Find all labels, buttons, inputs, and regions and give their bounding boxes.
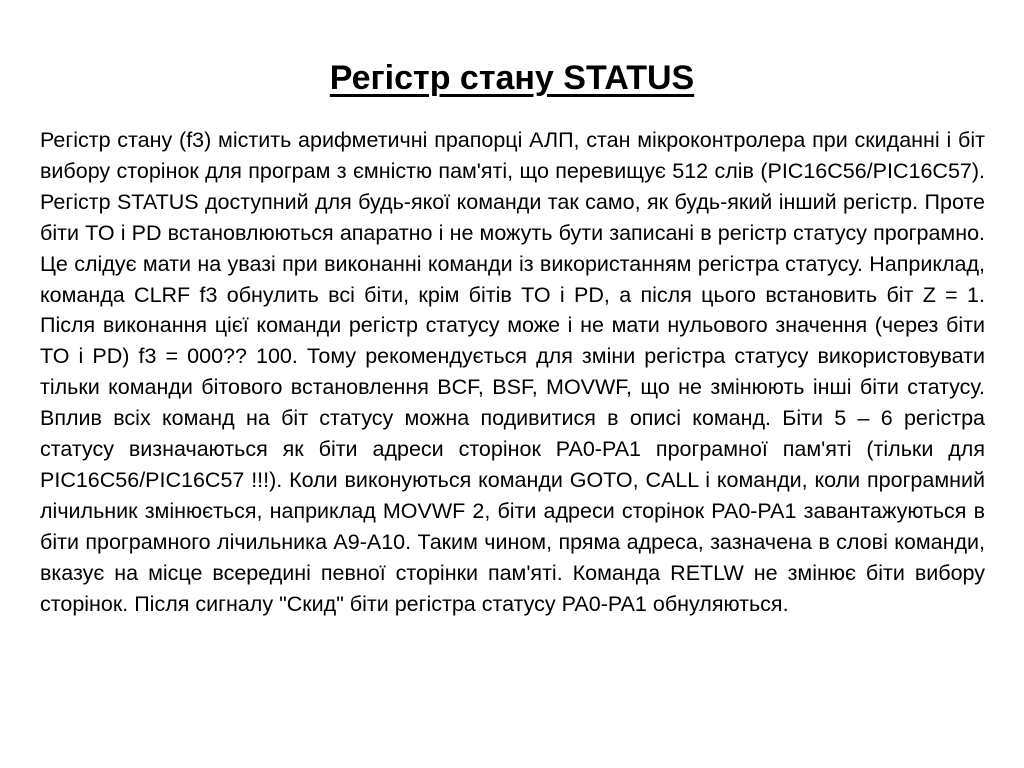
slide-title-text: Регістр стану STATUS (329, 59, 695, 97)
slide-title (0, 56, 1024, 100)
slide-body-text: Регістр стану (f3) містить арифметичні прапорці АЛП, стан мікроконтролера при скиданні і біт вибору сторінок для програм з ємністю пам'яті, що перевищує 512 слів (PIC16C56/PIC16C57). Регістр STATUS доступний для будь-якої команди так само, як будь-який інший регістр. Проте біти TO і PD встановлюються апаратно і не можуть бути записані в регістр статусу програмно. Це слідує мати на увазі при виконанні команди із використанням регістра статусу. Наприклад, команда CLRF f3 обнулить всі біти, крім бітів TO і PD, а після цього встановить біт Z = 1. Після виконання цієї команди регістр статусу може і не мати нульового значення (через біти TO і PD) f3 = 000?? 100. Тому рекомендується для зміни регістра статусу використовувати тільки команди бітового встановлення BCF, BSF, MOVWF, що не змінюють інші біти статусу. Вплив всіх команд на біт статусу можна подивитися в описі команд. Біти 5 – 6 регістра статусу визначаються як біти адреси сторінок PA0-PA1 програмної пам'яті (тільки для PIC16C56/PIC16C57 !!!). Коли виконуються команди GOTO, CALL і команди, коли програмний лічильник змінюється, наприклад MOVWF 2, біти адреси сторінок PA0-PA1 завантажуються в біти програмного лічильника A9-A10. Таким чином, пряма адреса, зазначена в слові команди, вказує на місце всередині певної сторінки пам'яті. Команда RETLW не змінює біти вибору сторінок. Після сигналу "Скид" біти регістра статусу PA0-PA1 обнуляються. (40, 128, 985, 616)
